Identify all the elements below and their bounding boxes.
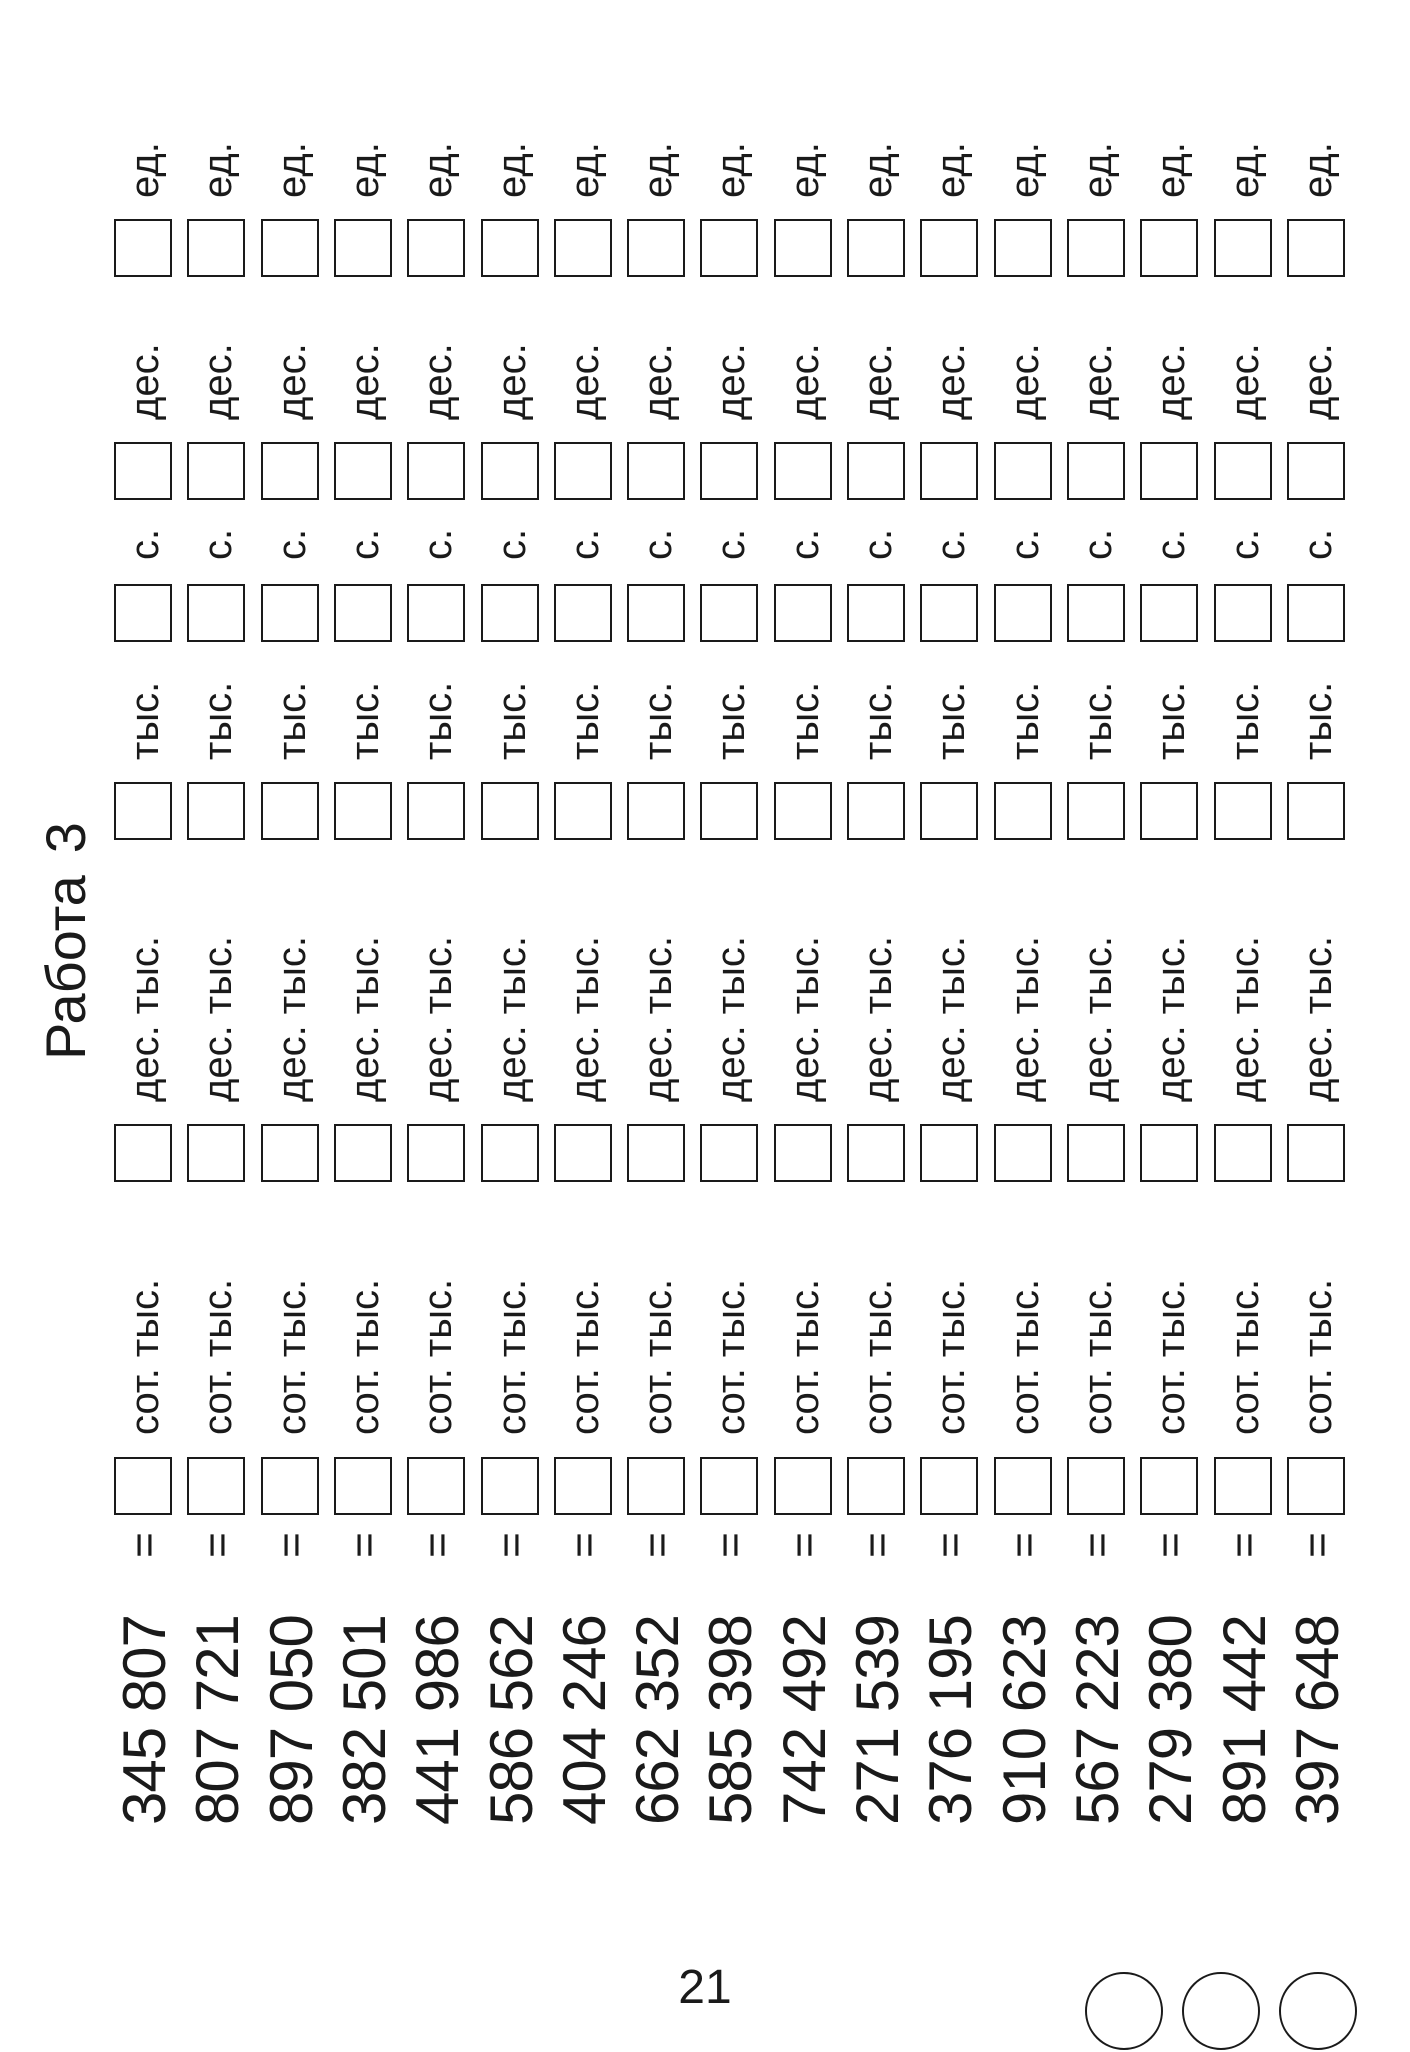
thousands-label: тыс. bbox=[929, 681, 974, 760]
thousands-box[interactable] bbox=[994, 782, 1052, 840]
hundred-thousands-label: сот. тыс. bbox=[269, 1278, 314, 1435]
thousands-box[interactable] bbox=[847, 782, 905, 840]
exercise-row bbox=[108, 0, 182, 1850]
hundreds-box[interactable] bbox=[994, 584, 1052, 642]
exercise-row bbox=[621, 0, 695, 1850]
units-box[interactable] bbox=[774, 219, 832, 277]
thousands-box[interactable] bbox=[481, 782, 539, 840]
hundreds-label: с. bbox=[1002, 528, 1047, 560]
hundred-thousands-box[interactable] bbox=[920, 1457, 978, 1515]
exercise-row bbox=[328, 0, 402, 1850]
title-text: Работа bbox=[34, 875, 97, 1060]
hundred-thousands-box[interactable] bbox=[700, 1457, 758, 1515]
ten-thousands-label: дес. тыс. bbox=[929, 936, 974, 1102]
thousands-label: тыс. bbox=[489, 681, 534, 760]
units-label: ед. bbox=[269, 142, 314, 198]
number-value: 279 380 bbox=[1137, 1615, 1205, 1825]
equals-sign: = bbox=[266, 1532, 316, 1558]
ten-thousands-label: дес. тыс. bbox=[489, 936, 534, 1102]
units-box[interactable] bbox=[554, 219, 612, 277]
units-label: ед. bbox=[123, 142, 167, 198]
number-value: 662 352 bbox=[624, 1615, 692, 1825]
units-box[interactable] bbox=[847, 219, 905, 277]
tens-box[interactable] bbox=[920, 442, 978, 500]
number-value: 382 501 bbox=[330, 1615, 398, 1825]
page-number: 21 bbox=[678, 1961, 732, 2014]
worksheet bbox=[30, 0, 1378, 1850]
self-assessment-circles bbox=[1085, 1972, 1385, 2052]
ten-thousands-label: дес. тыс. bbox=[856, 936, 900, 1102]
ten-thousands-box[interactable] bbox=[187, 1124, 245, 1182]
number-value: 586 562 bbox=[477, 1615, 545, 1825]
hundreds-label: с. bbox=[123, 528, 167, 560]
ten-thousands-label: дес. тыс. bbox=[1222, 936, 1267, 1102]
units-label: ед. bbox=[1149, 142, 1194, 198]
hundred-thousands-box[interactable] bbox=[481, 1457, 539, 1515]
exercise-row bbox=[1208, 0, 1282, 1850]
units-label: ед. bbox=[489, 142, 534, 198]
exercise-row bbox=[768, 0, 842, 1850]
equals-sign: = bbox=[193, 1532, 243, 1558]
hundred-thousands-box[interactable] bbox=[114, 1457, 172, 1515]
thousands-label: тыс. bbox=[562, 681, 607, 760]
ten-thousands-label: дес. тыс. bbox=[342, 936, 387, 1102]
units-box[interactable] bbox=[920, 219, 978, 277]
hundreds-box[interactable] bbox=[1287, 584, 1345, 642]
tens-label: дес. bbox=[1075, 343, 1120, 420]
hundred-thousands-box[interactable] bbox=[627, 1457, 685, 1515]
ten-thousands-box[interactable] bbox=[261, 1124, 319, 1182]
assessment-circle[interactable] bbox=[1085, 1972, 1163, 2050]
ten-thousands-label: дес. тыс. bbox=[196, 936, 241, 1102]
hundred-thousands-box[interactable] bbox=[334, 1457, 392, 1515]
hundreds-label: с. bbox=[416, 528, 461, 560]
number-value: 441 986 bbox=[404, 1615, 472, 1825]
hundred-thousands-label: сот. тыс. bbox=[1295, 1278, 1340, 1435]
hundreds-label: с. bbox=[636, 528, 681, 560]
hundreds-label: с. bbox=[489, 528, 534, 560]
number-value: 585 398 bbox=[697, 1615, 765, 1825]
ten-thousands-label: дес. тыс. bbox=[636, 936, 681, 1102]
hundreds-box[interactable] bbox=[554, 584, 612, 642]
equals-sign: = bbox=[1219, 1532, 1269, 1558]
units-label: ед. bbox=[709, 142, 754, 198]
thousands-label: тыс. bbox=[709, 681, 754, 760]
tens-label: дес. bbox=[196, 343, 241, 420]
hundred-thousands-box[interactable] bbox=[1214, 1457, 1272, 1515]
tens-label: дес. bbox=[636, 343, 681, 420]
thousands-label: тыс. bbox=[856, 681, 900, 760]
units-label: ед. bbox=[1222, 142, 1267, 198]
tens-label: дес. bbox=[1002, 343, 1047, 420]
tens-box[interactable] bbox=[334, 442, 392, 500]
hundreds-label: с. bbox=[709, 528, 754, 560]
equals-sign: = bbox=[779, 1532, 829, 1558]
equals-sign: = bbox=[339, 1532, 389, 1558]
ten-thousands-box[interactable] bbox=[700, 1124, 758, 1182]
hundred-thousands-box[interactable] bbox=[774, 1457, 832, 1515]
units-box[interactable] bbox=[700, 219, 758, 277]
tens-label: дес. bbox=[1222, 343, 1267, 420]
equals-sign: = bbox=[120, 1532, 169, 1558]
number-value: 897 050 bbox=[257, 1615, 325, 1825]
exercise-row bbox=[475, 0, 549, 1850]
hundreds-label: с. bbox=[856, 528, 900, 560]
units-label: ед. bbox=[1075, 142, 1120, 198]
hundreds-label: с. bbox=[269, 528, 314, 560]
hundred-thousands-label: сот. тыс. bbox=[489, 1278, 534, 1435]
hundred-thousands-box[interactable] bbox=[1287, 1457, 1345, 1515]
thousands-label: тыс. bbox=[1002, 681, 1047, 760]
units-box[interactable] bbox=[994, 219, 1052, 277]
exercise-row bbox=[255, 0, 329, 1850]
hundred-thousands-box[interactable] bbox=[407, 1457, 465, 1515]
hundred-thousands-label: сот. тыс. bbox=[1149, 1278, 1194, 1435]
units-box[interactable] bbox=[261, 219, 319, 277]
units-box[interactable] bbox=[334, 219, 392, 277]
units-box[interactable] bbox=[187, 219, 245, 277]
tens-box[interactable] bbox=[994, 442, 1052, 500]
thousands-label: тыс. bbox=[1222, 681, 1267, 760]
number-value: 910 623 bbox=[990, 1615, 1058, 1825]
hundred-thousands-label: сот. тыс. bbox=[342, 1278, 387, 1435]
tens-label: дес. bbox=[929, 343, 974, 420]
exercise-row bbox=[988, 0, 1062, 1850]
tens-label: дес. bbox=[489, 343, 534, 420]
ten-thousands-label: дес. тыс. bbox=[709, 936, 754, 1102]
hundred-thousands-label: сот. тыс. bbox=[709, 1278, 754, 1435]
equals-sign: = bbox=[1146, 1532, 1196, 1558]
units-label: ед. bbox=[196, 142, 241, 198]
hundred-thousands-box[interactable] bbox=[1140, 1457, 1198, 1515]
number-value: 404 246 bbox=[550, 1615, 618, 1825]
equals-sign: = bbox=[999, 1532, 1049, 1558]
ten-thousands-label: дес. тыс. bbox=[416, 936, 461, 1102]
thousands-box[interactable] bbox=[627, 782, 685, 840]
hundreds-box[interactable] bbox=[700, 584, 758, 642]
tens-label: дес. bbox=[416, 343, 461, 420]
thousands-box[interactable] bbox=[1214, 782, 1272, 840]
tens-box[interactable] bbox=[481, 442, 539, 500]
ten-thousands-box[interactable] bbox=[334, 1124, 392, 1182]
units-label: ед. bbox=[782, 142, 827, 198]
hundred-thousands-box[interactable] bbox=[847, 1457, 905, 1515]
hundred-thousands-label: сот. тыс. bbox=[416, 1278, 461, 1435]
units-box[interactable] bbox=[1214, 219, 1272, 277]
tens-label: дес. bbox=[342, 343, 387, 420]
thousands-box[interactable] bbox=[774, 782, 832, 840]
units-box[interactable] bbox=[114, 219, 172, 277]
tens-label: дес. bbox=[1295, 343, 1340, 420]
hundred-thousands-box[interactable] bbox=[187, 1457, 245, 1515]
exercise-row bbox=[1134, 0, 1208, 1850]
hundred-thousands-label: сот. тыс. bbox=[636, 1278, 681, 1435]
thousands-label: тыс. bbox=[1149, 681, 1194, 760]
ten-thousands-label: дес. тыс. bbox=[782, 936, 827, 1102]
hundred-thousands-label: сот. тыс. bbox=[123, 1278, 167, 1435]
thousands-label: тыс. bbox=[269, 681, 314, 760]
ten-thousands-label: дес. тыс. bbox=[123, 936, 167, 1102]
tens-box[interactable] bbox=[700, 442, 758, 500]
tens-box[interactable] bbox=[1067, 442, 1125, 500]
assessment-circle[interactable] bbox=[1279, 1972, 1357, 2050]
hundred-thousands-label: сот. тыс. bbox=[782, 1278, 827, 1435]
equals-sign: = bbox=[853, 1532, 902, 1558]
equals-sign: = bbox=[486, 1532, 536, 1558]
hundreds-label: с. bbox=[782, 528, 827, 560]
number-value: 891 442 bbox=[1210, 1615, 1278, 1825]
ten-thousands-box[interactable] bbox=[1287, 1124, 1345, 1182]
number-value: 742 492 bbox=[770, 1615, 838, 1825]
units-box[interactable] bbox=[481, 219, 539, 277]
thousands-box[interactable] bbox=[920, 782, 978, 840]
units-box[interactable] bbox=[1067, 219, 1125, 277]
hundred-thousands-label: сот. тыс. bbox=[1002, 1278, 1047, 1435]
hundreds-label: с. bbox=[1295, 528, 1340, 560]
number-value: 376 195 bbox=[917, 1615, 985, 1825]
units-label: ед. bbox=[342, 142, 387, 198]
units-box[interactable] bbox=[1140, 219, 1198, 277]
tens-label: дес. bbox=[856, 343, 900, 420]
hundreds-box[interactable] bbox=[920, 584, 978, 642]
tens-label: дес. bbox=[562, 343, 607, 420]
tens-box[interactable] bbox=[774, 442, 832, 500]
units-box[interactable] bbox=[407, 219, 465, 277]
ten-thousands-label: дес. тыс. bbox=[562, 936, 607, 1102]
assessment-circle[interactable] bbox=[1182, 1972, 1260, 2050]
hundreds-box[interactable] bbox=[1214, 584, 1272, 642]
units-label: ед. bbox=[562, 142, 607, 198]
hundreds-label: с. bbox=[1222, 528, 1267, 560]
number-value: 807 721 bbox=[184, 1615, 252, 1825]
equals-sign: = bbox=[1072, 1532, 1122, 1558]
ten-thousands-box[interactable] bbox=[1214, 1124, 1272, 1182]
hundred-thousands-box[interactable] bbox=[554, 1457, 612, 1515]
thousands-box[interactable] bbox=[1140, 782, 1198, 840]
thousands-label: тыс. bbox=[342, 681, 387, 760]
hundreds-box[interactable] bbox=[334, 584, 392, 642]
thousands-box[interactable] bbox=[407, 782, 465, 840]
exercise-row bbox=[1061, 0, 1135, 1850]
ten-thousands-box[interactable] bbox=[1067, 1124, 1125, 1182]
number-value: 397 648 bbox=[1283, 1615, 1351, 1825]
ten-thousands-box[interactable] bbox=[774, 1124, 832, 1182]
units-box[interactable] bbox=[627, 219, 685, 277]
hundred-thousands-box[interactable] bbox=[994, 1457, 1052, 1515]
tens-label: дес. bbox=[269, 343, 314, 420]
thousands-label: тыс. bbox=[636, 681, 681, 760]
equals-sign: = bbox=[706, 1532, 756, 1558]
ten-thousands-label: дес. тыс. bbox=[1295, 936, 1340, 1102]
hundreds-box[interactable] bbox=[1067, 584, 1125, 642]
units-label: ед. bbox=[416, 142, 461, 198]
ten-thousands-box[interactable] bbox=[627, 1124, 685, 1182]
tens-box[interactable] bbox=[407, 442, 465, 500]
thousands-box[interactable] bbox=[1067, 782, 1125, 840]
thousands-box[interactable] bbox=[700, 782, 758, 840]
hundred-thousands-label: сот. тыс. bbox=[562, 1278, 607, 1435]
exercise-row bbox=[1281, 0, 1355, 1850]
hundred-thousands-label: сот. тыс. bbox=[1075, 1278, 1120, 1435]
tens-box[interactable] bbox=[847, 442, 905, 500]
tens-box[interactable] bbox=[1214, 442, 1272, 500]
hundreds-box[interactable] bbox=[407, 584, 465, 642]
tens-label: дес. bbox=[709, 343, 754, 420]
hundreds-box[interactable] bbox=[627, 584, 685, 642]
thousands-box[interactable] bbox=[1287, 782, 1345, 840]
exercise-row bbox=[841, 0, 915, 1850]
hundreds-box[interactable] bbox=[774, 584, 832, 642]
tens-label: дес. bbox=[782, 343, 827, 420]
ten-thousands-box[interactable] bbox=[114, 1124, 172, 1182]
ten-thousands-box[interactable] bbox=[994, 1124, 1052, 1182]
units-label: ед. bbox=[636, 142, 681, 198]
hundreds-box[interactable] bbox=[261, 584, 319, 642]
thousands-box[interactable] bbox=[114, 782, 172, 840]
worksheet-title bbox=[30, 822, 102, 1060]
units-label: ед. bbox=[1002, 142, 1047, 198]
hundreds-box[interactable] bbox=[187, 584, 245, 642]
equals-sign: = bbox=[1292, 1532, 1342, 1558]
thousands-label: тыс. bbox=[123, 681, 167, 760]
thousands-box[interactable] bbox=[261, 782, 319, 840]
ten-thousands-label: дес. тыс. bbox=[1002, 936, 1047, 1102]
thousands-label: тыс. bbox=[1075, 681, 1120, 760]
hundreds-label: с. bbox=[929, 528, 974, 560]
tens-box[interactable] bbox=[1140, 442, 1198, 500]
tens-box[interactable] bbox=[187, 442, 245, 500]
units-label: ед. bbox=[856, 142, 900, 198]
tens-box[interactable] bbox=[627, 442, 685, 500]
exercise-row bbox=[694, 0, 768, 1850]
ten-thousands-box[interactable] bbox=[481, 1124, 539, 1182]
hundred-thousands-label: сот. тыс. bbox=[929, 1278, 974, 1435]
number-value: 345 807 bbox=[111, 1615, 178, 1825]
tens-box[interactable] bbox=[114, 442, 172, 500]
ten-thousands-box[interactable] bbox=[554, 1124, 612, 1182]
thousands-box[interactable] bbox=[554, 782, 612, 840]
equals-sign: = bbox=[926, 1532, 976, 1558]
exercise-row bbox=[181, 0, 255, 1850]
ten-thousands-label: дес. тыс. bbox=[1075, 936, 1120, 1102]
tens-label: дес. bbox=[123, 343, 167, 420]
tens-label: дес. bbox=[1149, 343, 1194, 420]
units-label: ед. bbox=[1295, 142, 1340, 198]
hundred-thousands-box[interactable] bbox=[1067, 1457, 1125, 1515]
ten-thousands-label: дес. тыс. bbox=[1149, 936, 1194, 1102]
thousands-label: тыс. bbox=[196, 681, 241, 760]
ten-thousands-label: дес. тыс. bbox=[269, 936, 314, 1102]
hundreds-label: с. bbox=[196, 528, 241, 560]
hundred-thousands-label: сот. тыс. bbox=[856, 1278, 900, 1435]
equals-sign: = bbox=[559, 1532, 609, 1558]
thousands-label: тыс. bbox=[1295, 681, 1340, 760]
tens-box[interactable] bbox=[261, 442, 319, 500]
ten-thousands-box[interactable] bbox=[920, 1124, 978, 1182]
units-label: ед. bbox=[929, 142, 974, 198]
hundred-thousands-label: сот. тыс. bbox=[1222, 1278, 1267, 1435]
units-box[interactable] bbox=[1287, 219, 1345, 277]
hundreds-box[interactable] bbox=[847, 584, 905, 642]
hundreds-box[interactable] bbox=[1140, 584, 1198, 642]
ten-thousands-box[interactable] bbox=[847, 1124, 905, 1182]
thousands-label: тыс. bbox=[416, 681, 461, 760]
ten-thousands-box[interactable] bbox=[407, 1124, 465, 1182]
tens-box[interactable] bbox=[554, 442, 612, 500]
hundreds-label: с. bbox=[1149, 528, 1194, 560]
ten-thousands-box[interactable] bbox=[1140, 1124, 1198, 1182]
hundred-thousands-box[interactable] bbox=[261, 1457, 319, 1515]
number-value: 567 223 bbox=[1063, 1615, 1131, 1825]
exercise-row bbox=[401, 0, 475, 1850]
hundreds-label: с. bbox=[1075, 528, 1120, 560]
hundreds-label: с. bbox=[562, 528, 607, 560]
thousands-label: тыс. bbox=[782, 681, 827, 760]
equals-sign: = bbox=[413, 1532, 463, 1558]
hundreds-box[interactable] bbox=[481, 584, 539, 642]
hundred-thousands-label: сот. тыс. bbox=[196, 1278, 241, 1435]
title-number: 3 bbox=[34, 822, 97, 854]
exercise-row bbox=[548, 0, 622, 1850]
tens-box[interactable] bbox=[1287, 442, 1345, 500]
exercise-row bbox=[914, 0, 988, 1850]
hundreds-label: с. bbox=[342, 528, 387, 560]
thousands-box[interactable] bbox=[187, 782, 245, 840]
hundreds-box[interactable] bbox=[114, 584, 172, 642]
thousands-box[interactable] bbox=[334, 782, 392, 840]
number-value: 271 539 bbox=[844, 1615, 911, 1825]
equals-sign: = bbox=[633, 1532, 683, 1558]
